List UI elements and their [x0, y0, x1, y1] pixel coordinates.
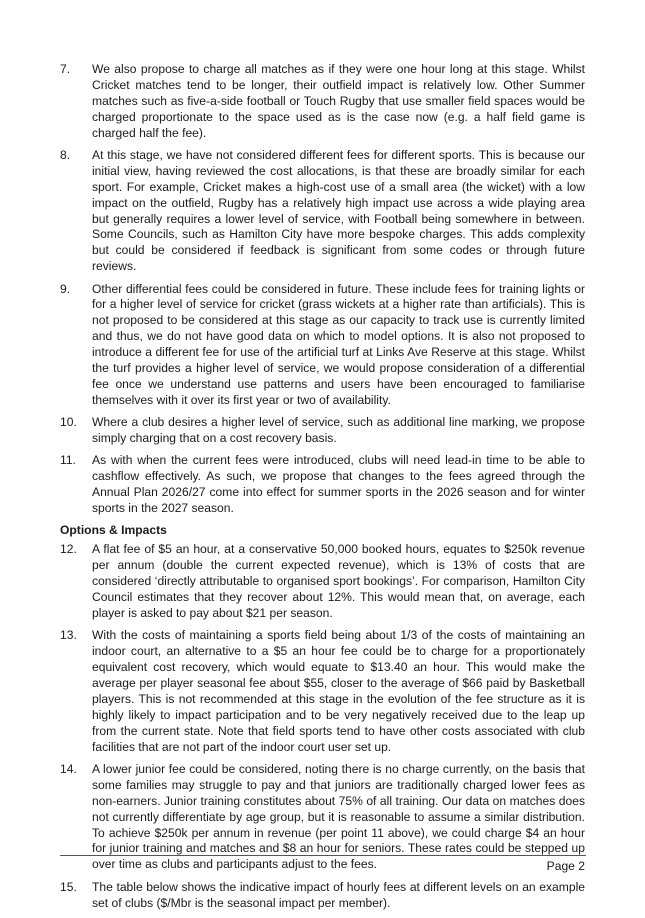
paragraph-11: [60, 453, 585, 517]
paragraph-number: 12.: [60, 542, 77, 557]
paragraph-text: Where a club desires a higher level of service, such as additional line marking, we propose simply charging that on a cost recovery basis.: [92, 415, 585, 446]
page-number: Page 2: [546, 859, 585, 873]
paragraph-8: [60, 148, 585, 275]
paragraph-7: [60, 62, 585, 142]
paragraph-15: [60, 880, 585, 912]
paragraph-number: 8.: [60, 147, 71, 162]
paragraph-14: [60, 762, 585, 873]
paragraph-number: 9.: [60, 281, 71, 296]
paragraph-text: At this stage, we have not considered different fees for different sports. This is because our initial view, having reviewed the cost allocations, is that these are broadly similar for each sport. For example, Cricket makes a high-cost use of a small area (the wicket) with a low impact on the outfield, Rugby has a relatively high impact use across a wide playing area but generally requires a lower level of service, with Football being somewhere in between. Some Councils, such as Hamilton City have more bespoke charges. This adds complexity but could be considered if feedback is significant from some codes or through future reviews.: [92, 147, 585, 274]
paragraph-13: [60, 628, 585, 755]
paragraph-text: The table below shows the indicative impact of hourly fees at different levels on an example set of clubs ($/Mbr is the seasonal impact per member).: [92, 879, 585, 910]
paragraph-text: A flat fee of $5 an hour, at a conservative 50,000 booked hours, equates to $250k revenue per annum (double the current expected revenue), which is 13% of costs that are considered ‘directly attributable to organised sport bookings’. For comparison, Hamilton City Council estimates that they recover about 12%. This would mean that, on average, each player is asked to pay about $21 per season.: [92, 542, 585, 620]
section-heading: Options & Impacts: [60, 523, 167, 538]
document-body: [60, 62, 585, 918]
paragraph-number: 7.: [60, 62, 71, 76]
paragraph-text: As with when the current fees were introduced, clubs will need lead-in time to be able to cashflow effectively. As such, we propose that changes to the fees agreed through the Annual Plan 2026/27 come into effect for summer sports in the 2026 season and for winter sports in the 2027 season.: [92, 453, 585, 516]
paragraph-number: 13.: [60, 628, 77, 643]
paragraph-12: [60, 542, 585, 622]
paragraph-number: 15.: [60, 879, 77, 894]
paragraph-10: [60, 415, 585, 447]
paragraph-9: [60, 282, 585, 409]
paragraph-text: Other differential fees could be considered in future. These include fees for training lights or for a higher level of service for cricket (grass wickets at a higher rate than artificials). This is not proposed to be considered at this stage as our capacity to track use is currently limited and thus, we do not have good data on which to model options. It is also not proposed to introduce a different fee for use of the artificial turf at Links Ave Reserve at this stage. Whilst the turf provides a higher level of service, we would propose consideration of a differential fee once we understand use patterns and users have been encouraged to familiarise themselves with it over its first year or two of availability.: [92, 281, 585, 407]
paragraph-number: 14.: [60, 761, 77, 776]
paragraph-text: With the costs of maintaining a sports field being about 1/3 of the costs of maintaining an indoor court, an alternative to a $5 an hour fee could be to charge for a proportionately equivalent cost recovery, which would equate to $13.40 an hour. This would make the average per player seasonal fee about $55, closer to the average of $66 paid by Basketball players. This is not recommended at this stage in the evolution of the fee structure as it is highly likely to impact participation and to be very negatively received due to the leap up from the current state. Note that field sports tend to have other costs associated with club facilities that are not part of the indoor court user set up.: [92, 628, 585, 754]
paragraph-number: 11.: [60, 453, 76, 468]
paragraph-text: A lower junior fee could be considered, noting there is no charge currently, on the basis that some families may struggle to pay and that juniors are traditionally charged lower fees as non-earners. Junior training constitutes about 75% of all training. Our data on matches does not currently differentiate by age group, but it is reasonable to assume a similar distribution. To achieve $250k per annum in revenue (per point 11 above), we could charge $4 an hour for junior training and matches and $8 an hour for seniors. These rates could be stepped up over time as clubs and participants adjust to the fees.: [92, 761, 585, 872]
paragraph-number: 10.: [60, 415, 77, 430]
paragraph-text: We also propose to charge all matches as if they were one hour long at this stage. Whilst Cricket matches tend to be longer, their outfield impact is relatively low. Other Summer matches such as five-a-side football or Touch Rugby that use smaller field spaces would be charged proportionate to the space used as is the case now (e.g. a half field game is charged half the fee).: [92, 62, 585, 140]
footer-divider: [60, 855, 586, 856]
